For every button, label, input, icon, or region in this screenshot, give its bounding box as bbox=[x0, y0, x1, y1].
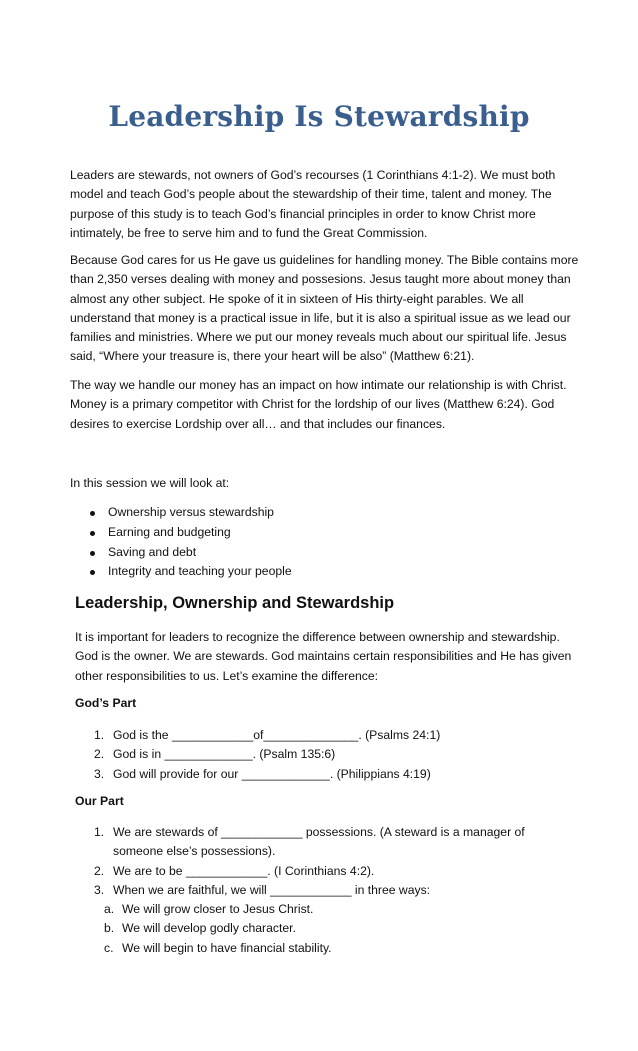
section-heading: Leadership, Ownership and Stewardship bbox=[75, 594, 395, 612]
session-lead-text: In this session we will look at: bbox=[70, 476, 230, 490]
intro-paragraph-2 bbox=[70, 251, 582, 367]
item-text: We will begin to have financial stability. bbox=[122, 940, 332, 955]
item-number: 2. bbox=[94, 863, 105, 878]
list-item bbox=[75, 939, 545, 958]
page-title: Leadership Is Stewardship bbox=[108, 100, 530, 133]
intro-text-1: Leaders are stewards, not owners of God’s recourses (1 Corinthians 4:1-2). We must both model and teach God’s people about the stewardship of their time, talent and money. The purpose of this study is to teach God’s financial principles in order to know Christ more intimately, be free to serve him and to fund the Great Commission. bbox=[70, 168, 556, 240]
session-list bbox=[70, 503, 582, 582]
gods-part-heading-block bbox=[75, 696, 587, 710]
item-text: We will develop godly character. bbox=[122, 921, 296, 936]
item-number: 1. bbox=[94, 728, 105, 742]
item-text: God is in _____________. (Psalm 135:6) bbox=[113, 747, 336, 762]
intro-paragraph-1 bbox=[70, 166, 582, 243]
our-part-list bbox=[75, 823, 545, 958]
gods-part-list bbox=[75, 726, 587, 784]
section-heading-block bbox=[75, 594, 587, 613]
list-item bbox=[75, 726, 587, 745]
item-text: God is the ____________of______________. (Psalms 24:1) bbox=[113, 728, 441, 742]
item-text: When we are faithful, we will ____________ in three ways: bbox=[113, 882, 431, 897]
list-item: Earning and budgeting bbox=[70, 523, 582, 543]
list-item: Saving and debt bbox=[70, 543, 582, 563]
intro-text-3: The way we handle our money has an impact on how intimate our relationship is with Christ. Money is a primary competitor with Christ for the lordship of our lives (Matthew 6:24). God desires to exercise Lordship over all… and that includes our finances. bbox=[70, 378, 567, 431]
list-item bbox=[75, 862, 545, 881]
list-item bbox=[75, 765, 587, 784]
our-part-heading-block bbox=[75, 794, 587, 808]
session-lead bbox=[70, 474, 582, 493]
intro-text-2: Because God cares for us He gave us guidelines for handling money. The Bible contains more than 2,350 verses dealing with money and possesions. Jesus taught more about money than almost any other subject. He spoke of it in sixteen of His thirty-eight parables. We all understand that money is a practical issue in life, but it is also a spiritual issue as we lead our families and ministries. Where we put our money reveals much about our spiritual life. Jesus said, “Where your treasure is, there your heart will be also” (Matthew 6:21). bbox=[70, 253, 579, 364]
our-part-heading: Our Part bbox=[75, 794, 124, 808]
item-letter: c. bbox=[104, 940, 114, 955]
list-item bbox=[75, 900, 545, 919]
gods-part-heading: God’s Part bbox=[75, 696, 137, 710]
list-item: Ownership versus stewardship bbox=[70, 503, 582, 523]
intro-paragraph-3 bbox=[70, 376, 582, 434]
list-item bbox=[75, 745, 587, 764]
item-number: 1. bbox=[94, 825, 105, 839]
list-item bbox=[75, 919, 545, 938]
section-paragraph-text: It is important for leaders to recognize the difference between ownership and stewardship. God is the owner. We are stewards. God maintains certain responsibilities and He has given other responsibilities to us. Let’s examine the difference: bbox=[75, 630, 572, 683]
list-item bbox=[75, 881, 545, 900]
item-text: We will grow closer to Jesus Christ. bbox=[122, 902, 314, 917]
item-number: 3. bbox=[94, 766, 105, 781]
item-letter: a. bbox=[104, 902, 115, 917]
list-item bbox=[75, 823, 545, 862]
list-item: Integrity and teaching your people bbox=[70, 562, 582, 582]
item-number: 2. bbox=[94, 747, 105, 762]
item-text: We are to be ____________. (I Corinthians 4:2). bbox=[113, 863, 375, 878]
item-number: 3. bbox=[94, 882, 105, 897]
item-text: We are stewards of ____________ possessions. (A steward is a manager of someone else’s possessions). bbox=[113, 825, 525, 859]
section-paragraph bbox=[75, 628, 575, 686]
item-letter: b. bbox=[104, 921, 115, 936]
item-text: God will provide for our _____________. (Philippians 4:19) bbox=[113, 766, 431, 781]
